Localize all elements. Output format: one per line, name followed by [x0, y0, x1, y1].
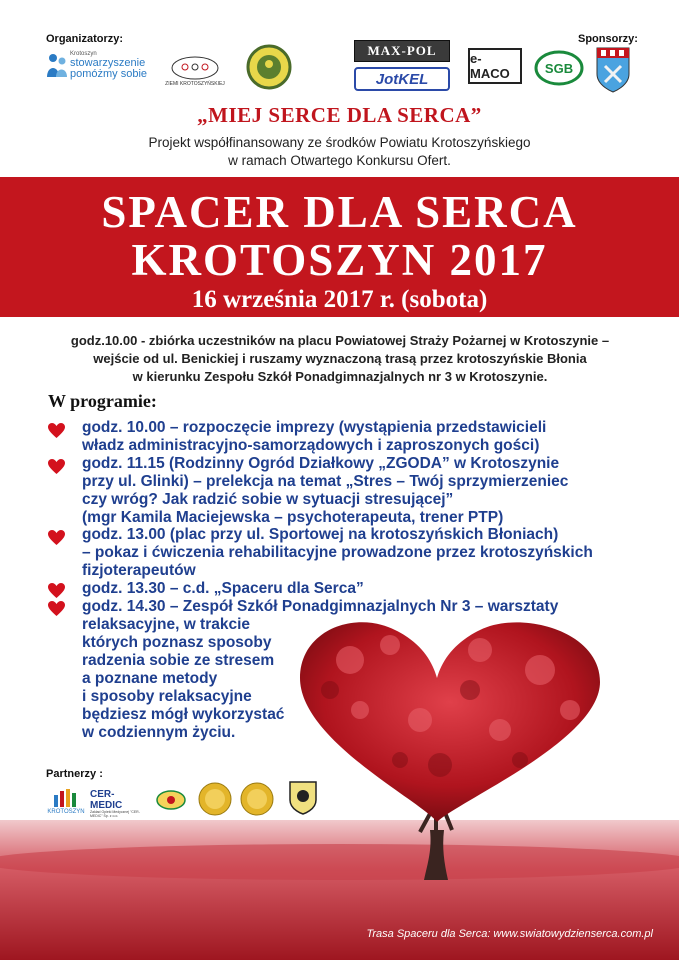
- subtitle-line-2: w ramach Otwartego Konkursu Ofert.: [228, 153, 451, 168]
- program-line: w codziennym życiu.: [82, 724, 236, 741]
- program-line: godz. 14.30 – Zespół Szkół Ponadgimnazjalnych Nr 3 – warsztaty: [82, 598, 559, 615]
- partner-logo-6: [288, 780, 318, 816]
- partner-logo-3: [155, 788, 187, 812]
- sponsor-logo-crest: [595, 46, 631, 94]
- partner-logo-cermedic: [90, 790, 148, 818]
- partner2-small: Zakład Opieki Medycznej "CER-MEDIC" Sp. z o.o.: [90, 810, 140, 818]
- volunteer-circle-icon: [170, 55, 220, 81]
- program-line: czy wróg? Jak radzić sobie w sytuacji stresującej”: [82, 491, 454, 508]
- partner1-text: KROTOSZYN: [47, 809, 85, 815]
- heart-bullet-icon: [48, 583, 65, 599]
- footer-route-note: Trasa Spaceru dla Serca: www.swiatowydzienserca.com.pl: [366, 928, 653, 940]
- emblem-icon: [246, 44, 292, 90]
- org-logo-volunteers: [165, 52, 225, 90]
- org-logo-stowarzyszenie: [46, 48, 156, 84]
- banner-title-line-2: KROTOSZYN 2017: [131, 235, 548, 285]
- program-line: radzenia sobie ze stresem: [82, 652, 275, 669]
- org1-line1: stowarzyszenie: [70, 56, 146, 69]
- partner2-text: CER- MEDIC: [90, 789, 123, 812]
- partner-logo-5: [240, 782, 274, 816]
- intro-line-2: wejście od ul. Benickiej i ruszamy wyznaczoną trasą przez krotoszyńskie Błonia: [93, 351, 587, 366]
- sponsor3-text: e-MACO: [470, 51, 510, 81]
- medal-icon: [240, 782, 274, 816]
- heart-bullet-icon: [48, 601, 65, 617]
- program-line: będziesz mógł wykorzystać: [82, 706, 285, 723]
- program-line: godz. 11.15 (Rodzinny Ogród Działkowy „ZGODA” w Krotoszynie: [82, 455, 560, 472]
- partner-logo-4: [198, 782, 232, 816]
- program-line: (mgr Kamila Maciejewska – psychoterapeuta, trener PTP): [82, 509, 504, 526]
- program-line: i sposoby relaksacyjne: [82, 688, 252, 705]
- program-line: – pokaz i ćwiczenia rehabilitacyjne prowadzone przez krotoszyńskich: [82, 544, 593, 561]
- slogan: „MIEJ SERCE DLA SERCA”: [197, 103, 482, 127]
- program-line: których poznasz sposoby: [82, 634, 272, 651]
- partner-logo-krotoszyn: [48, 784, 84, 818]
- program-line: godz. 10.00 – rozpoczęcie imprezy (wystąpienia przedstawicieli: [82, 419, 547, 436]
- partners-label: Partnerzy :: [46, 768, 103, 780]
- sponsor-logo-sgb: [534, 50, 584, 86]
- sponsor-logo-maxpol: [354, 40, 450, 62]
- subtitle-line-1: Projekt współfinansowany ze środków Powiatu Krotoszyńskiego: [148, 135, 531, 150]
- org2-text: ZIEMI KROTOSZYŃSKIEJ: [165, 81, 225, 87]
- banner-title-line-1: SPACER DLA SERCA: [101, 187, 578, 237]
- event-date: 16 września 2017 r. (sobota): [191, 286, 488, 313]
- org-logo-emblem: [246, 44, 292, 90]
- org1-line2: pomóżmy sobie: [70, 68, 148, 81]
- program-line: relaksacyjne, w trakcie: [82, 616, 251, 633]
- shield-icon: [288, 780, 318, 816]
- intro-line-3: w kierunku Zespołu Szkół Ponadgimnazjalnych nr 3 w Krotoszynie.: [132, 369, 548, 384]
- sponsor-logo-jotkel: [354, 67, 450, 91]
- intro-line-1: godz.10.00 - zbiórka uczestników na placu Powiatowej Straży Pożarnej w Krotoszynie –: [70, 333, 610, 348]
- people-icon: [46, 53, 68, 79]
- sun-logo-icon: [155, 788, 187, 812]
- program-line: godz. 13.00 (plac przy ul. Sportowej na krotoszyńskich Błoniach): [82, 526, 559, 543]
- organizers-label: Organizatorzy:: [46, 33, 124, 45]
- city-logo-icon: [51, 787, 81, 809]
- sponsor2-text: JotKEL: [375, 70, 429, 88]
- heart-bullet-icon: [48, 530, 65, 546]
- program-line: władz administracyjno-samorządowych i zaproszonych gości): [82, 437, 540, 454]
- heart-bullet-icon: [48, 423, 65, 439]
- program-line: fizjoterapeutów: [82, 562, 196, 579]
- medal-icon: [198, 782, 232, 816]
- sponsors-label: Sponsorzy:: [578, 33, 638, 45]
- coat-of-arms-icon: [595, 46, 631, 94]
- program-line: godz. 13.30 – c.d. „Spaceru dla Serca”: [82, 580, 364, 597]
- program-line: przy ul. Glinki) – prelekcja na temat „Stres – Twój sprzymierzeniec: [82, 473, 569, 490]
- program-line: a poznane metody: [82, 670, 218, 687]
- heart-bullet-icon: [48, 459, 65, 475]
- sponsor4-text: SGB: [544, 60, 574, 76]
- sponsor1-text: MAX-POL: [367, 43, 437, 58]
- sponsor-logo-emaco: [468, 48, 522, 84]
- org1-small: Krotoszyn: [70, 51, 97, 58]
- program-heading: W programie:: [48, 391, 157, 411]
